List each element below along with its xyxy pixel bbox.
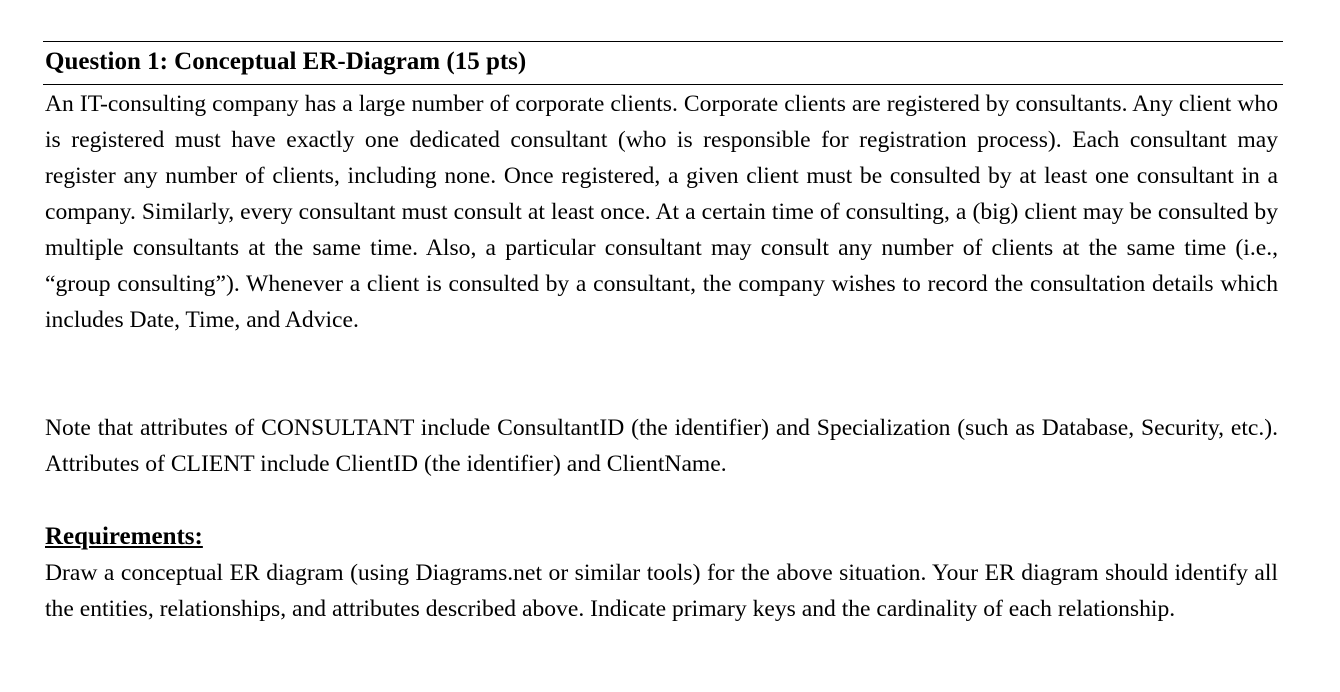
- top-divider: [43, 41, 1283, 42]
- question-title: Question 1: Conceptual ER-Diagram (15 pts): [45, 48, 527, 75]
- requirements-heading: Requirements:: [45, 523, 203, 550]
- scenario-paragraph: An IT-consulting company has a large number of corporate clients. Corporate clients are registered by consultants. Any client who is registered must have exactly one dedicated consultant (who is responsible for registration process). Each consultant may register any number of clients, including none. Once registered, a given client must be consulted by at least one consultant in a company. Similarly, every consultant must consult at least once. At a certain time of consulting, a (big) client may be consulted by multiple consultants at the same time. Also, a particular consultant may consult any number of clients at the same time (i.e., “group consulting”). Whenever a client is consulted by a consultant, the company wishes to record the consultation details which includes Date, Time, and Advice.: [45, 91, 1278, 333]
- attributes-note-paragraph: Note that attributes of CONSULTANT include ConsultantID (the identifier) and Specialization (such as Database, Security, etc.). Attributes of CLIENT include ClientID (the identifier) and ClientName.: [45, 415, 1278, 477]
- requirements-paragraph: Draw a conceptual ER diagram (using Diagrams.net or similar tools) for the above situation. Your ER diagram should identify all the entities, relationships, and attributes described above. Indicate primary keys and the cardinality of each relationship.: [45, 560, 1278, 622]
- title-divider: [43, 84, 1283, 85]
